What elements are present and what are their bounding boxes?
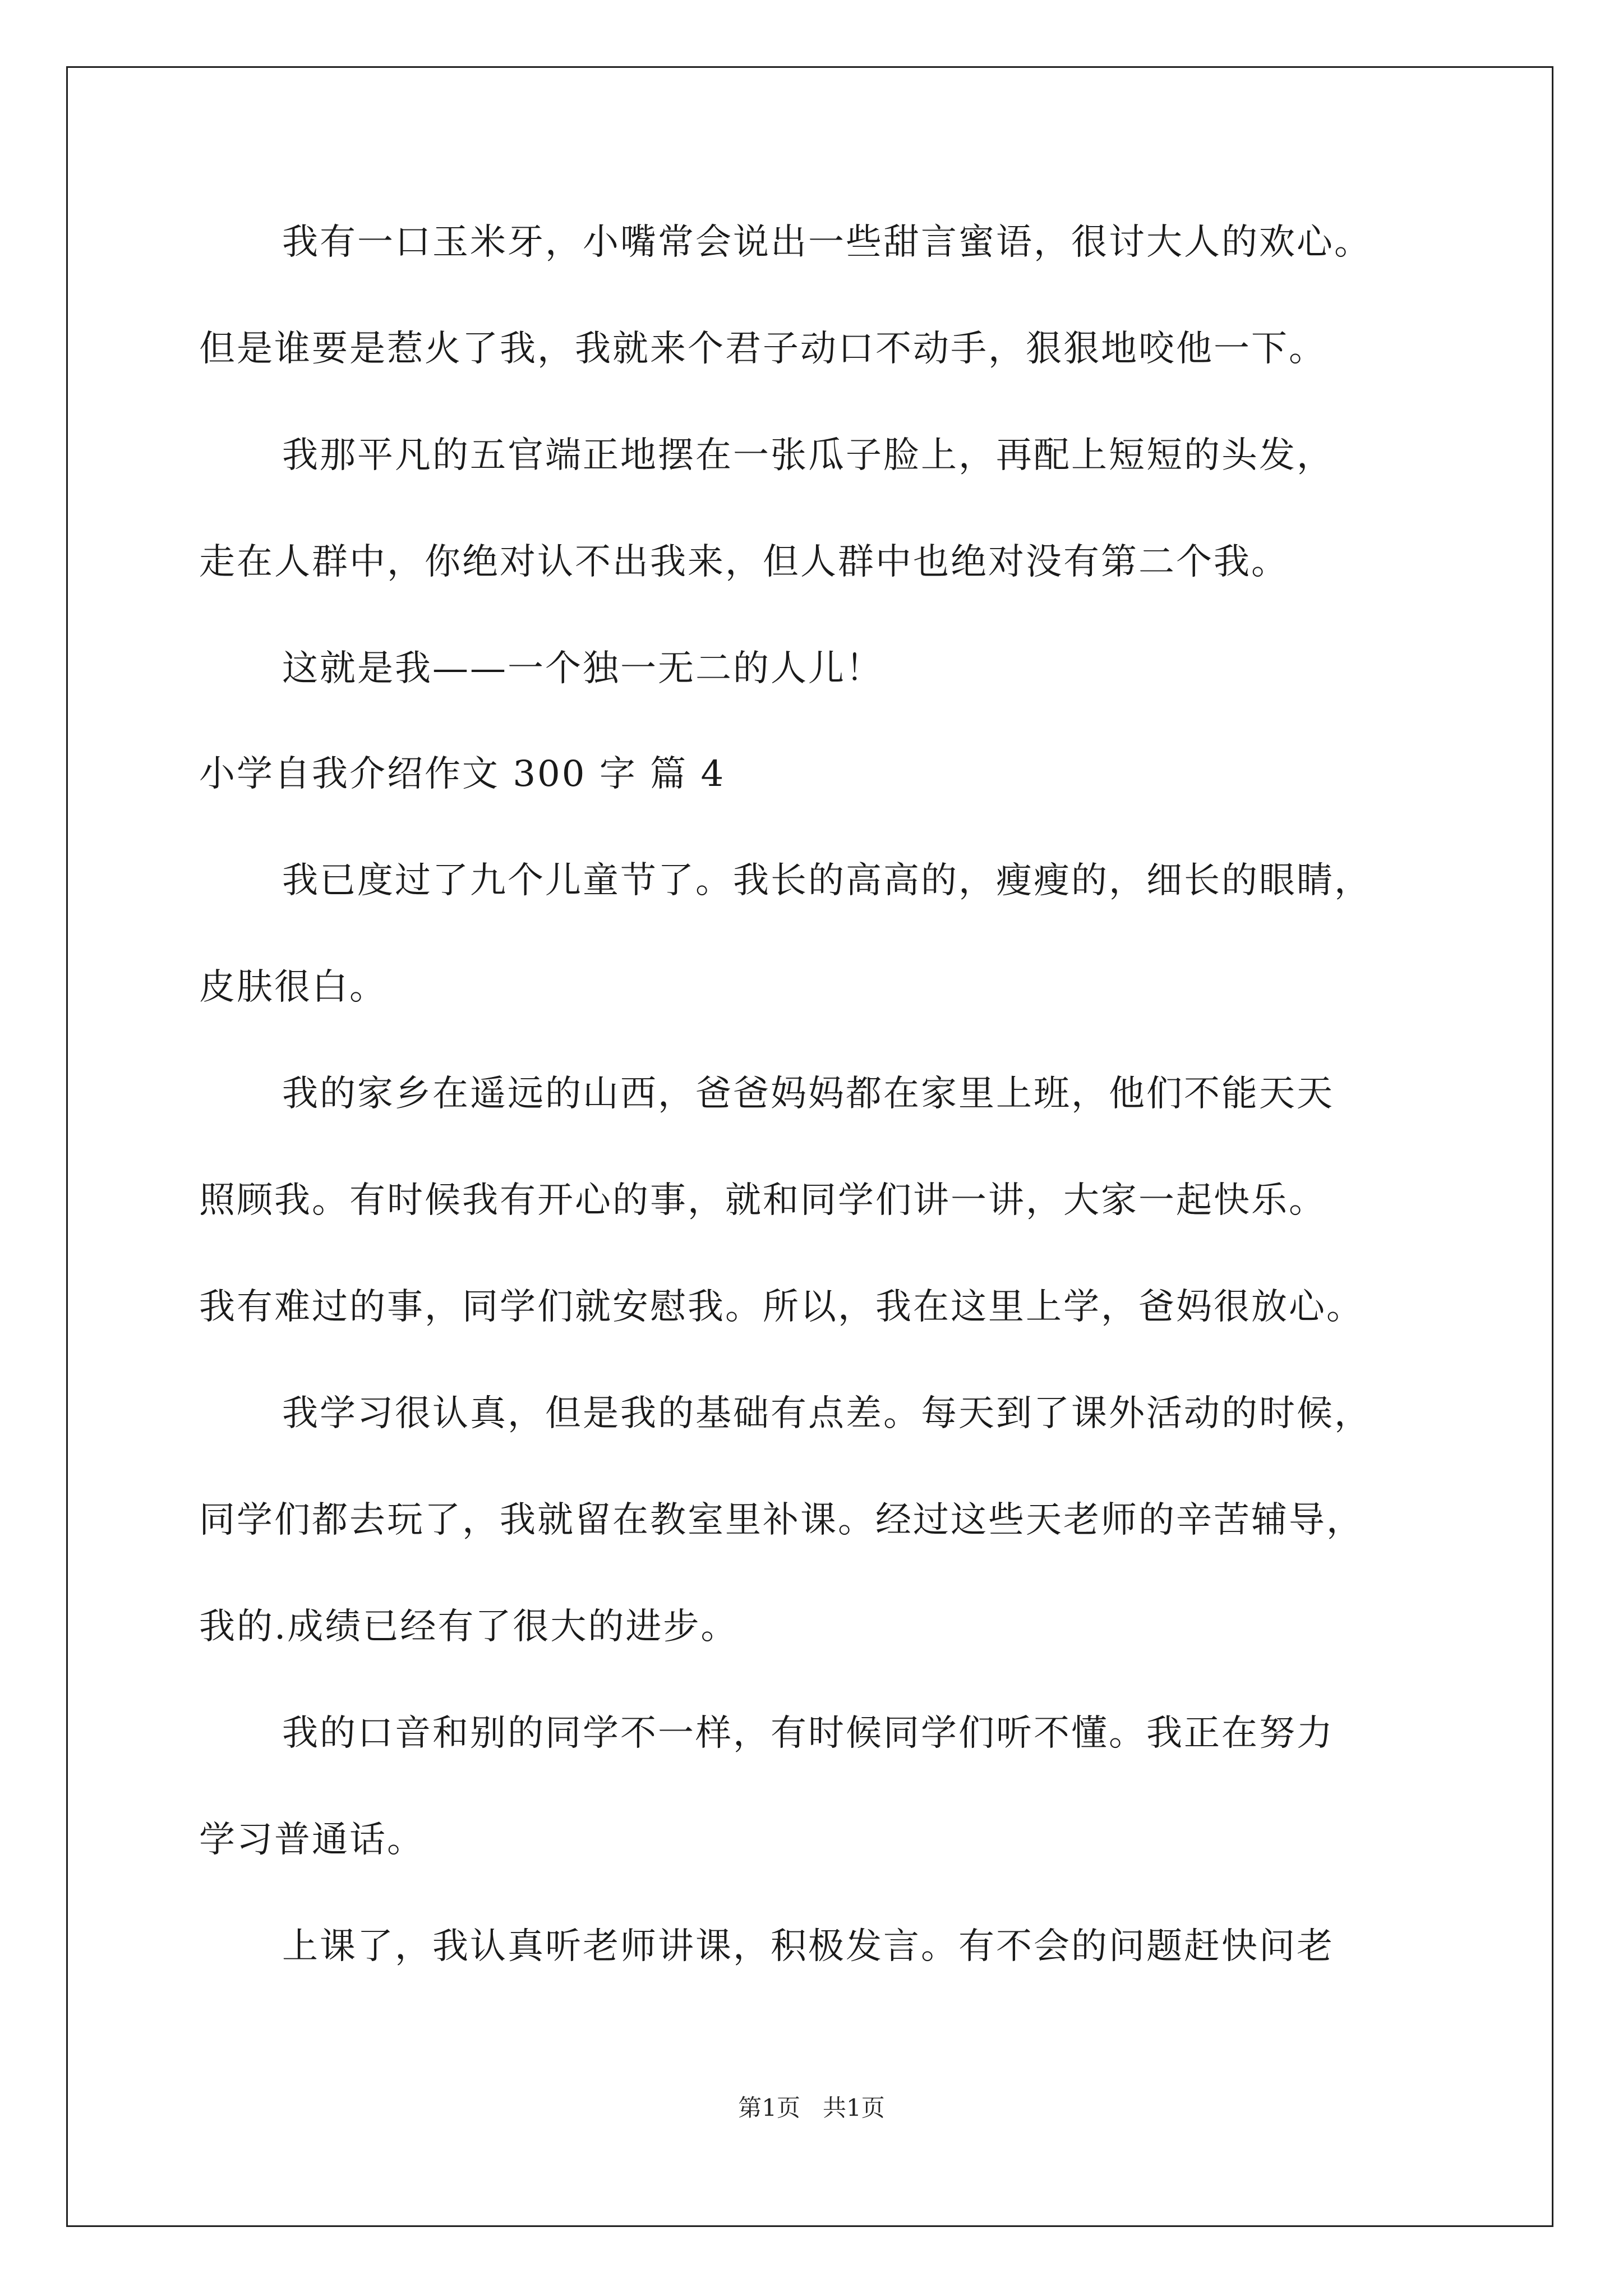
paragraph-line: 皮肤很白。 xyxy=(199,967,387,1008)
paragraph-line: 走在人群中，你绝对认不出我来，但人群中也绝对没有第二个我。 xyxy=(199,541,1289,583)
paragraph-line: 但是谁要是惹火了我，我就来个君子动口不动手，狠狠地咬他一下。 xyxy=(199,328,1326,370)
paragraph-line: 这就是我——一个独一无二的人儿！ xyxy=(282,648,883,689)
paragraph-line: 我的家乡在遥远的山西，爸爸妈妈都在家里上班，他们不能天天 xyxy=(282,1073,1334,1115)
paragraph-line: 我那平凡的五官端正地摆在一张瓜子脸上，再配上短短的头发， xyxy=(282,435,1334,476)
section-heading: 小学自我介绍作文 300 字 篇 4 xyxy=(199,753,726,795)
paragraph-line: 上课了，我认真听老师讲课，积极发言。有不会的问题赶快问老 xyxy=(282,1926,1334,1967)
paragraph-line: 我的.成绩已经有了很大的进步。 xyxy=(199,1606,739,1648)
paragraph-line: 我已度过了九个儿童节了。我长的高高的，瘦瘦的，细长的眼睛， xyxy=(282,860,1372,901)
page-footer: 第1页 共1页 xyxy=(738,2094,885,2122)
paragraph-line: 同学们都去玩了，我就留在教室里补课。经过这些天老师的辛苦辅导， xyxy=(199,1499,1364,1541)
page-border xyxy=(66,66,1553,2227)
paragraph-line: 学习普通话。 xyxy=(199,1819,425,1861)
paragraph-line: 我的口音和别的同学不一样，有时候同学们听不懂。我正在努力 xyxy=(282,1713,1334,1754)
paragraph-line: 我学习很认真，但是我的基础有点差。每天到了课外活动的时候， xyxy=(282,1393,1372,1434)
paragraph-line: 照顾我。有时候我有开心的事，就和同学们讲一讲，大家一起快乐。 xyxy=(199,1180,1326,1221)
paragraph-line: 我有难过的事，同学们就安慰我。所以，我在这里上学，爸妈很放心。 xyxy=(199,1286,1364,1328)
paragraph-line: 我有一口玉米牙，小嘴常会说出一些甜言蜜语，很讨大人的欢心。 xyxy=(282,222,1372,263)
